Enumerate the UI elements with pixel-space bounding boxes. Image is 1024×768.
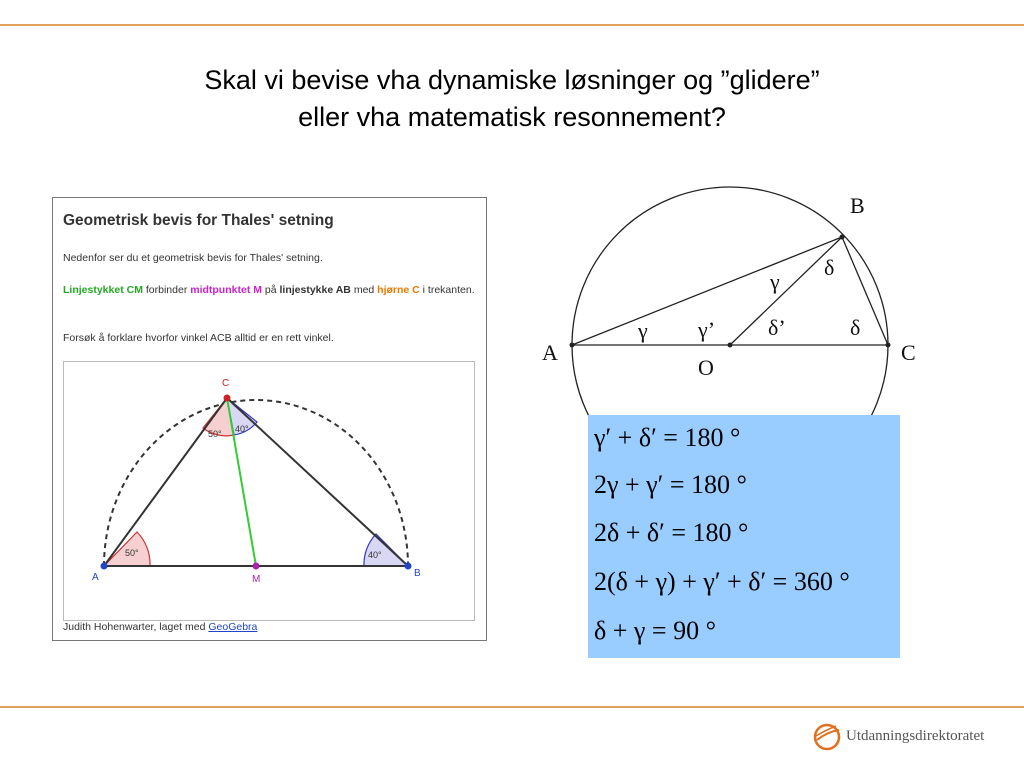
equation-1: γ′ + δ′ = 180 ° <box>594 423 741 452</box>
label-o: O <box>698 355 714 380</box>
angle-a-label: 50° <box>125 548 139 558</box>
logo-text: Utdanningsdirektoratet <box>846 728 985 744</box>
bottom-rule <box>0 706 1024 708</box>
geogebra-screenshot <box>52 197 487 641</box>
panel-title: Geometrisk bevis for Thales' setning <box>63 212 334 229</box>
point-a <box>570 343 575 348</box>
point-b <box>840 235 845 240</box>
equation-box <box>588 415 900 658</box>
panel-intro: Nedenfor ser du et geometrisk bevis for Thales' setning. <box>63 252 323 264</box>
point-o <box>728 343 733 348</box>
point-m[interactable] <box>253 563 260 570</box>
label-m: M <box>252 574 261 585</box>
equation-2: 2γ + γ′ = 180 ° <box>594 470 747 499</box>
segment-bc <box>227 398 408 566</box>
thales-circle-diagram <box>530 185 930 425</box>
label-a: A <box>542 340 558 365</box>
udir-logo <box>812 716 1002 756</box>
radius-ob <box>730 237 842 345</box>
angle-delta-c: δ <box>850 315 861 340</box>
equation-4: 2(δ + γ) + γ′ + δ′ = 360 ° <box>594 567 850 596</box>
segment-cm-text: Linjestykket CM <box>63 284 143 296</box>
label-c: C <box>222 378 230 389</box>
segment-ab-text: linjestykke AB <box>279 284 351 296</box>
credit: Judith Hohenwarter, laget med GeoGebra <box>63 621 258 633</box>
equation-3: 2δ + δ′ = 180 ° <box>594 518 749 547</box>
label-b: B <box>850 193 865 218</box>
angle-b-label: 40° <box>368 550 382 560</box>
top-rule <box>0 24 1024 26</box>
angle-gamma-prime: γ’ <box>698 317 716 342</box>
thales-construction <box>64 362 474 620</box>
angle-c-right-label: 40° <box>235 424 249 434</box>
equation-5: δ + γ = 90 ° <box>594 616 716 645</box>
geogebra-applet[interactable] <box>63 361 475 621</box>
geogebra-link[interactable]: GeoGebra <box>208 621 258 633</box>
label-b: B <box>414 568 421 579</box>
angle-gamma-b: γ <box>770 269 780 294</box>
point-b[interactable] <box>405 563 412 570</box>
label-c: C <box>901 340 916 365</box>
midpoint-m-text: midtpunktet M <box>190 284 262 296</box>
segment-ac <box>104 398 227 566</box>
udir-logo-icon <box>812 722 842 752</box>
circle <box>572 187 888 425</box>
panel-description: Linjestykket CM forbinder midtpunktet M på linjestykke AB med hjørne C i trekanten. <box>63 284 475 296</box>
corner-c-text: hjørne C <box>377 284 420 296</box>
title-line-2: eller vha matematisk resonnement? <box>298 102 726 132</box>
angle-delta-prime: δ’ <box>768 315 786 340</box>
panel-task: Forsøk å forklare hvorfor vinkel ACB alltid er en rett vinkel. <box>63 332 334 344</box>
label-a: A <box>92 572 99 583</box>
slide-title <box>0 62 1024 136</box>
point-a[interactable] <box>101 563 108 570</box>
angle-c-left-label: 50° <box>208 429 222 439</box>
chord-bc <box>842 237 888 345</box>
angle-gamma-a: γ <box>638 318 648 343</box>
angle-delta-b: δ <box>824 255 835 280</box>
point-c[interactable] <box>224 395 231 402</box>
point-c <box>886 343 891 348</box>
title-line-1: Skal vi bevise vha dynamiske løsninger og ”glidere” <box>204 65 820 95</box>
